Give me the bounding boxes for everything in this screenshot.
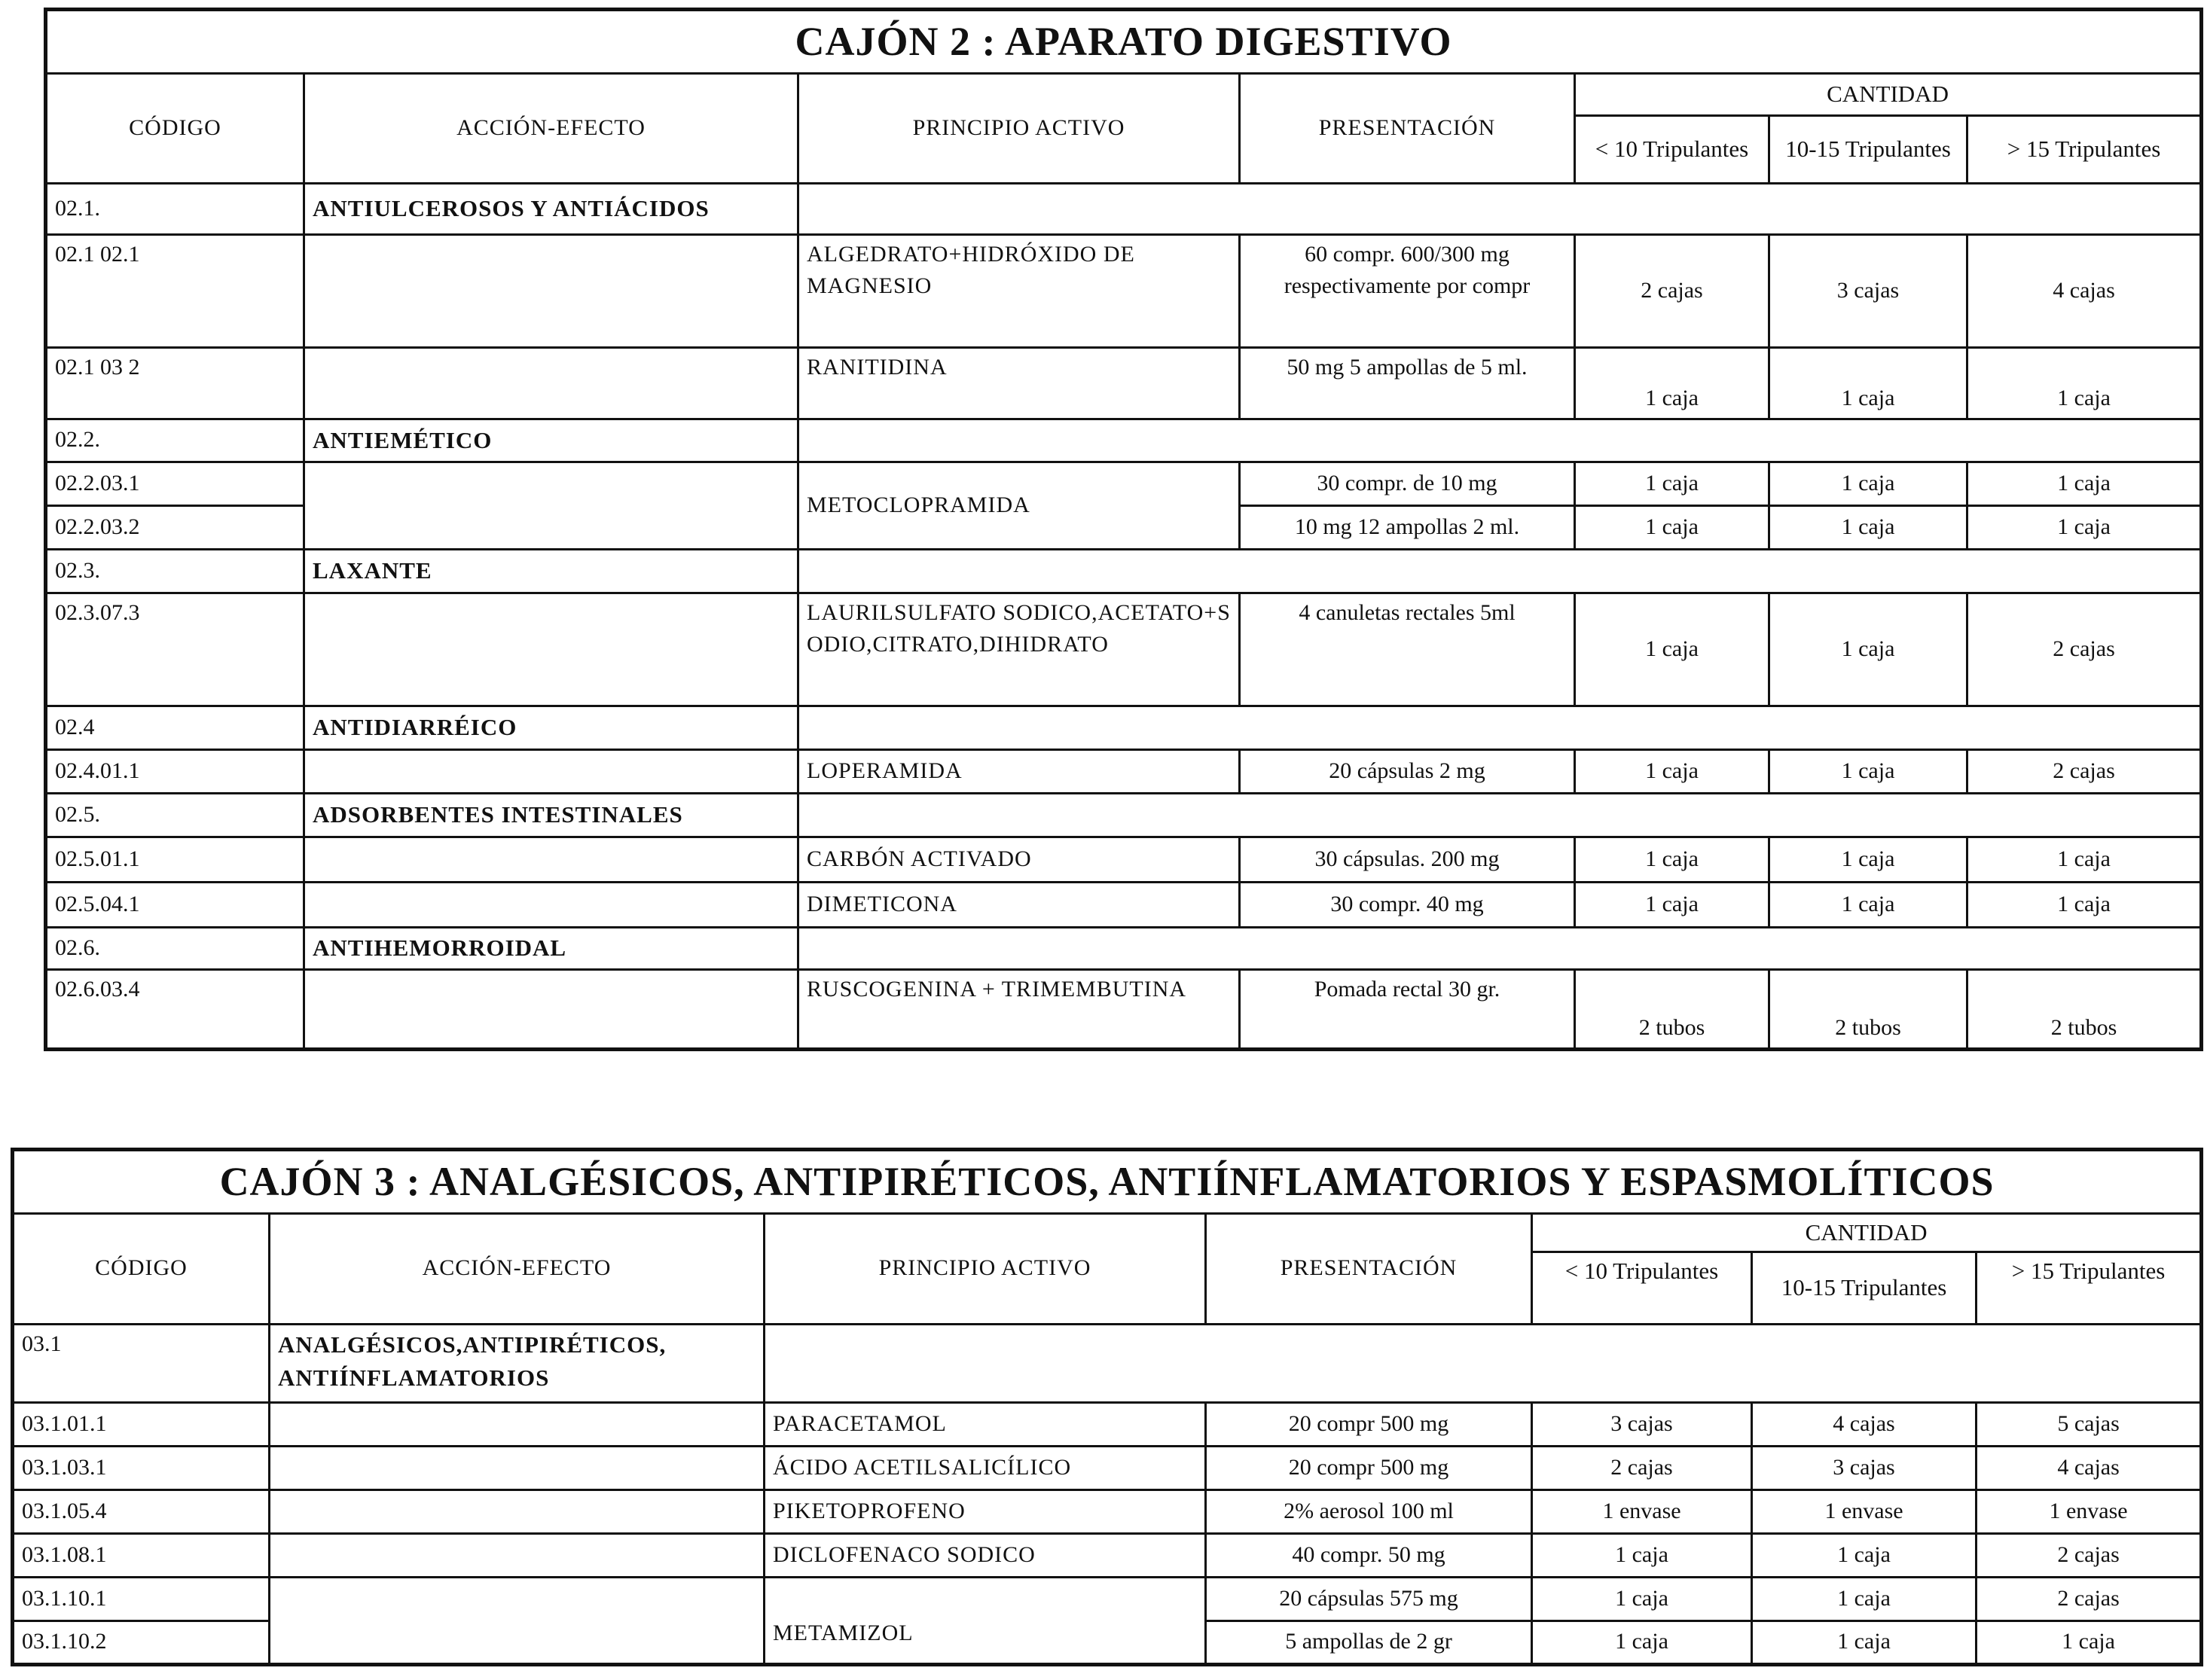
header-qty-gt15: > 15 Tripulantes: [1977, 1252, 2202, 1324]
row-code: 02.6.03.4: [46, 969, 304, 1049]
row-qty-gt15: 1 envase: [1977, 1489, 2202, 1533]
row-qty-gt15: 1 caja: [1967, 347, 2202, 419]
header-qty-lt10: < 10 Tripulantes: [1532, 1252, 1752, 1324]
row-principio: METAMIZOL: [765, 1577, 1206, 1664]
row-code: 03.1.05.4: [13, 1489, 270, 1533]
row-principio: RANITIDINA: [798, 347, 1240, 419]
row-code: 03.1.08.1: [13, 1533, 270, 1577]
table-row: [13, 1489, 2202, 1533]
section-row: [46, 549, 2202, 593]
row-presentacion: 10 mg 12 ampollas 2 ml.: [1240, 505, 1575, 549]
cajon-2-table: [44, 8, 2203, 1051]
row-qty-10-15: 3 cajas: [1752, 1446, 1977, 1489]
row-qty-gt15: 2 cajas: [1967, 593, 2202, 706]
table-title: CAJÓN 3 : ANALGÉSICOS, ANTIPIRÉTICOS, ANTIÍNFLAMATORIOS Y ESPASMOLÍTICOS: [13, 1150, 2202, 1214]
header-principio-activo: PRINCIPIO ACTIVO: [765, 1213, 1206, 1324]
row-principio: ALGEDRATO+HIDRÓXIDO DE MAGNESIO: [798, 234, 1240, 347]
section-name: LAXANTE: [304, 549, 798, 593]
table-row: [46, 462, 2202, 505]
section-code: 02.5.: [46, 793, 304, 837]
table-row: [13, 1446, 2202, 1489]
row-qty-lt10: 1 caja: [1575, 505, 1769, 549]
row-qty-lt10: 2 tubos: [1575, 969, 1769, 1049]
row-qty-gt15: 5 cajas: [1977, 1402, 2202, 1446]
row-code: 03.1.10.1: [13, 1577, 270, 1621]
row-principio: CARBÓN ACTIVADO: [798, 837, 1240, 882]
row-presentacion: 2% aerosol 100 ml: [1206, 1489, 1532, 1533]
row-qty-gt15: 1 caja: [1967, 505, 2202, 549]
row-qty-lt10: 1 caja: [1575, 882, 1769, 927]
row-principio: DIMETICONA: [798, 882, 1240, 927]
table-row: [46, 837, 2202, 882]
section-code: 02.6.: [46, 927, 304, 969]
table-row: [46, 593, 2202, 706]
row-presentacion: 30 cápsulas. 200 mg: [1240, 837, 1575, 882]
row-qty-10-15: 1 caja: [1769, 837, 1967, 882]
header-principio-activo: PRINCIPIO ACTIVO: [798, 73, 1240, 183]
table-row: [46, 749, 2202, 793]
section-row: [46, 793, 2202, 837]
row-qty-lt10: 1 envase: [1532, 1489, 1752, 1533]
row-presentacion: 20 cápsulas 2 mg: [1240, 749, 1575, 793]
row-code: 02.3.07.3: [46, 593, 304, 706]
row-qty-gt15: 2 cajas: [1967, 749, 2202, 793]
row-code: 02.1 03 2: [46, 347, 304, 419]
row-qty-lt10: 2 cajas: [1575, 234, 1769, 347]
row-qty-lt10: 1 caja: [1532, 1533, 1752, 1577]
table-row: [46, 969, 2202, 1049]
row-qty-gt15: 1 caja: [1967, 882, 2202, 927]
row-principio: METOCLOPRAMIDA: [798, 462, 1240, 549]
header-qty-10-15: 10-15 Tripulantes: [1769, 115, 1967, 183]
row-qty-lt10: 1 caja: [1532, 1621, 1752, 1664]
row-qty-gt15: 2 cajas: [1977, 1533, 2202, 1577]
row-presentacion: 40 compr. 50 mg: [1206, 1533, 1532, 1577]
table-row: [46, 347, 2202, 419]
row-code: 02.2.03.2: [46, 505, 304, 549]
section-code: 02.2.: [46, 419, 304, 462]
row-qty-lt10: 2 cajas: [1532, 1446, 1752, 1489]
row-qty-lt10: 3 cajas: [1532, 1402, 1752, 1446]
row-principio: LAURILSULFATO SODICO,ACETATO+SODIO,CITRATO,DIHIDRATO: [798, 593, 1240, 706]
row-qty-gt15: 4 cajas: [1977, 1446, 2202, 1489]
table-row: [13, 1577, 2202, 1621]
row-presentacion: 60 compr. 600/300 mg respectivamente por compr: [1240, 234, 1575, 347]
row-qty-10-15: 2 tubos: [1769, 969, 1967, 1049]
table-row: [13, 1402, 2202, 1446]
row-code: 02.5.01.1: [46, 837, 304, 882]
row-qty-10-15: 1 envase: [1752, 1489, 1977, 1533]
row-qty-10-15: 1 caja: [1769, 347, 1967, 419]
row-presentacion: Pomada rectal 30 gr.: [1240, 969, 1575, 1049]
row-qty-10-15: 3 cajas: [1769, 234, 1967, 347]
row-code: 03.1.01.1: [13, 1402, 270, 1446]
row-qty-10-15: 1 caja: [1769, 593, 1967, 706]
row-code: 03.1.03.1: [13, 1446, 270, 1489]
section-row: [46, 927, 2202, 969]
row-qty-gt15: 1 caja: [1977, 1621, 2202, 1664]
header-codigo: CÓDIGO: [46, 73, 304, 183]
section-code: 02.3.: [46, 549, 304, 593]
row-qty-lt10: 1 caja: [1575, 462, 1769, 505]
section-name: ANTIDIARRÉICO: [304, 706, 798, 749]
section-row: [13, 1324, 2202, 1402]
row-qty-10-15: 1 caja: [1752, 1577, 1977, 1621]
row-principio: PIKETOPROFENO: [765, 1489, 1206, 1533]
section-code: 03.1: [13, 1324, 270, 1402]
row-principio: PARACETAMOL: [765, 1402, 1206, 1446]
row-principio: DICLOFENACO SODICO: [765, 1533, 1206, 1577]
row-qty-lt10: 1 caja: [1532, 1577, 1752, 1621]
row-presentacion: 20 cápsulas 575 mg: [1206, 1577, 1532, 1621]
row-qty-10-15: 1 caja: [1769, 882, 1967, 927]
table-row: [46, 882, 2202, 927]
row-principio: LOPERAMIDA: [798, 749, 1240, 793]
row-qty-10-15: 1 caja: [1769, 749, 1967, 793]
section-row: [46, 419, 2202, 462]
cajon-3-table: [11, 1148, 2203, 1666]
section-name: ANALGÉSICOS,ANTIPIRÉTICOS, ANTIÍNFLAMATORIOS: [270, 1324, 765, 1402]
header-qty-gt15: > 15 Tripulantes: [1967, 115, 2202, 183]
header-qty-lt10: < 10 Tripulantes: [1575, 115, 1769, 183]
row-qty-gt15: 1 caja: [1967, 837, 2202, 882]
header-accion-efecto: ACCIÓN-EFECTO: [304, 73, 798, 183]
row-code: 02.5.04.1: [46, 882, 304, 927]
section-code: 02.1.: [46, 183, 304, 234]
table-row: [13, 1533, 2202, 1577]
table-row: [46, 234, 2202, 347]
row-code: 03.1.10.2: [13, 1621, 270, 1664]
header-presentacion: PRESENTACIÓN: [1240, 73, 1575, 183]
section-name: ADSORBENTES INTESTINALES: [304, 793, 798, 837]
row-presentacion: 30 compr. de 10 mg: [1240, 462, 1575, 505]
row-qty-gt15: 4 cajas: [1967, 234, 2202, 347]
section-row: [46, 183, 2202, 234]
row-qty-lt10: 1 caja: [1575, 837, 1769, 882]
row-presentacion: 20 compr 500 mg: [1206, 1402, 1532, 1446]
header-cantidad: CANTIDAD: [1532, 1213, 2202, 1252]
row-presentacion: 5 ampollas de 2 gr: [1206, 1621, 1532, 1664]
row-qty-10-15: 1 caja: [1752, 1621, 1977, 1664]
section-name: ANTIHEMORROIDAL: [304, 927, 798, 969]
header-qty-10-15: 10-15 Tripulantes: [1752, 1252, 1977, 1324]
row-presentacion: 4 canuletas rectales 5ml: [1240, 593, 1575, 706]
row-presentacion: 20 compr 500 mg: [1206, 1446, 1532, 1489]
row-qty-10-15: 4 cajas: [1752, 1402, 1977, 1446]
section-name: ANTIEMÉTICO: [304, 419, 798, 462]
row-code: 02.2.03.1: [46, 462, 304, 505]
header-codigo: CÓDIGO: [13, 1213, 270, 1324]
row-qty-10-15: 1 caja: [1752, 1533, 1977, 1577]
row-qty-gt15: 2 tubos: [1967, 969, 2202, 1049]
row-qty-10-15: 1 caja: [1769, 462, 1967, 505]
header-accion-efecto: ACCIÓN-EFECTO: [270, 1213, 765, 1324]
header-cantidad: CANTIDAD: [1575, 73, 2202, 115]
row-code: 02.1 02.1: [46, 234, 304, 347]
row-presentacion: 50 mg 5 ampollas de 5 ml.: [1240, 347, 1575, 419]
row-qty-10-15: 1 caja: [1769, 505, 1967, 549]
row-qty-lt10: 1 caja: [1575, 347, 1769, 419]
row-presentacion: 30 compr. 40 mg: [1240, 882, 1575, 927]
table-title: CAJÓN 2 : APARATO DIGESTIVO: [46, 10, 2202, 74]
row-qty-gt15: 2 cajas: [1977, 1577, 2202, 1621]
header-presentacion: PRESENTACIÓN: [1206, 1213, 1532, 1324]
row-qty-gt15: 1 caja: [1967, 462, 2202, 505]
row-principio: RUSCOGENINA + TRIMEMBUTINA: [798, 969, 1240, 1049]
section-code: 02.4: [46, 706, 304, 749]
row-qty-lt10: 1 caja: [1575, 749, 1769, 793]
row-qty-lt10: 1 caja: [1575, 593, 1769, 706]
section-row: [46, 706, 2202, 749]
row-code: 02.4.01.1: [46, 749, 304, 793]
row-principio: ÁCIDO ACETILSALICÍLICO: [765, 1446, 1206, 1489]
section-name: ANTIULCEROSOS Y ANTIÁCIDOS: [304, 183, 798, 234]
